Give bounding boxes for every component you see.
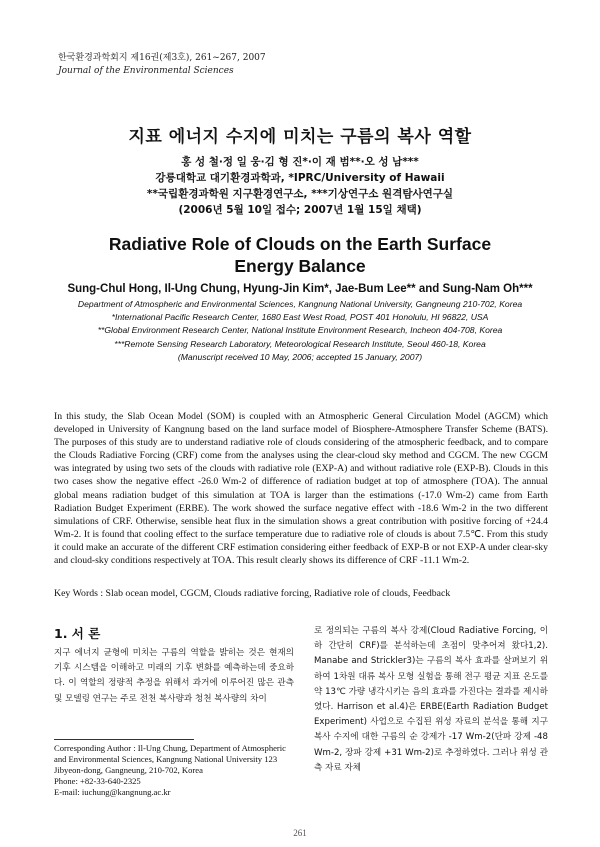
- english-title-line-2: Energy Balance: [234, 256, 366, 276]
- footnote-email: E-mail: iuchung@kangnung.ac.kr: [54, 787, 171, 797]
- footnote-divider: [54, 739, 194, 740]
- english-affiliations: [0, 298, 600, 364]
- affiliation-line: **Global Environment Research Center, National Institute Environment Research, Incheon 404-708, Korea: [97, 325, 503, 336]
- footnote-phone: Phone: +82-33-640-2325: [54, 776, 141, 786]
- korean-title: 지표 에너지 수지에 미치는 구름의 복사 역할: [128, 127, 472, 147]
- abstract-text: In this study, the Slab Ocean Model (SOM) is coupled with an Atmospheric General Circulation Model (AGCM) which developed in University of Kangnung based on the land surface model of Biosphere-Atmosphere Transfer Scheme (BATS). The purposes of this study are to understand radiative role of clouds considering of the atmospheric feedback, and to compare the Clouds Radiative Forcing (CRF) come from the analyses using the clear-cloud sky method and CGCM. The new CGCM was integrated by using two sets of the clouds with radiative role (EXP-A) and without radiative role (EXP-B). Clouds in this two cases show the negative effect -26.0 Wm-2 of difference of radiation budget at top of atmosphere (TOA). The annual global means radiation budget of this simulation at TOA is larger than the estimations (-17.0 Wm-2) came from Earth Radiation Budget Experiment (ERBE). The work showed the surface negative effect with -18.6 Wm-2 in the two different simulations of CRF. Otherwise, sensible heat flux in the simulation shows a great contribution with positive forcing of +24.4 Wm-2. It is found that cooling effect to the surface temperature due to radiative role of clouds is about 7.5℃. From this study it could make an accurate of the different CRF estimation considering either feedback of EXP-B or not EXP-A under clear-sky and cloud-sky conditions respectively at TOA. This result clearly shows its difference of CRF -11.1 Wm-2.: [54, 411, 548, 567]
- korean-author-names: 홍 성 철·정 일 웅·김 형 진*·이 재 범**·오 성 남***: [181, 156, 419, 168]
- section-heading: 1. 서 론: [54, 626, 101, 641]
- journal-name: Journal of the Environmental Sciences: [58, 66, 234, 76]
- manuscript-dates: (Manuscript received 10 May, 2006; accepted 15 January, 2007): [177, 351, 423, 362]
- affiliation-line: ***Remote Sensing Research Laboratory, Meteorological Research Institute, Seoul 460-18, Korea: [114, 338, 486, 349]
- journal-volume: 한국환경과학회지 제16권(제3호), 261~267, 2007: [58, 53, 266, 63]
- body-left-column: [54, 624, 294, 707]
- affiliation-line: *International Pacific Research Center, 1680 East West Road, POST 401 Honolulu, HI 96822, USA: [111, 312, 489, 323]
- journal-header: [58, 52, 266, 78]
- page-number: 261: [293, 828, 307, 838]
- korean-affiliation-1: 강릉대학교 대기환경과학과, *IPRC/University of Hawaii: [155, 172, 445, 184]
- english-title-line-1: Radiative Role of Clouds on the Earth Surface: [108, 234, 492, 254]
- corresponding-author-footnote: [54, 739, 294, 798]
- keywords: Key Words : Slab ocean model, CGCM, Clouds radiative forcing, Radiative role of clouds, Feedback: [54, 588, 451, 599]
- body-paragraph-right: 로 정의되는 구름의 복사 강제(Cloud Radiative Forcing, 이하 간단히 CRF)를 분석하는데 초점이 맞추어져 왔다1,2). Manabe and Strickler3)는 구름의 복사 효과를 살펴보기 위하여 1차원 대류 복사 모형 실험을 통해 전구 평균 지표 온도를 약 13℃ 가량 냉각시키는 음의 효과를 가진다는 결과를 제시하였다. Harrison et al.4)은 ERBE(Earth Radiation Budget Experiment) 사업으로 수집된 위성 자료의 분석을 통해 지구 복사 수지에 대한 구름의 순 강제가 -17 Wm-2(단파 강제 -48 Wm-2, 장파 강제 +31 Wm-2)로 추정하였다. 그러나 위성 관측 자료 자체: [314, 626, 548, 773]
- footnote-author: Corresponding Author : Il-Ung Chung, Department of Atmospheric and Environmental Sciences, Kangnung National University 123 Jibyeon-dong, Gangneung, 210-702, Korea: [54, 743, 286, 775]
- body-right-column: [314, 624, 548, 776]
- korean-dates: (2006년 5월 10일 접수; 2007년 1월 15일 채택): [178, 204, 422, 216]
- english-title: [0, 233, 600, 277]
- affiliation-line: Department of Atmospheric and Environmental Sciences, Kangnung National University, Gangneung 210-702, Korea: [77, 299, 523, 309]
- korean-authors-block: [0, 154, 600, 218]
- abstract: [54, 410, 548, 567]
- korean-affiliation-2: **국립환경과학원 지구환경연구소, ***기상연구소 원격탐사연구실: [146, 188, 454, 200]
- english-authors: Sung-Chul Hong, Il-Ung Chung, Hyung-Jin Kim*, Jae-Bum Lee** and Sung-Nam Oh***: [67, 283, 533, 295]
- body-paragraph-left: 지구 에너지 균형에 미치는 구름의 역할을 밝히는 것은 현재의 기후 시스템을 이해하고 미래의 기후 변화를 예측하는데 중요하다. 이 역할의 정량적 추정을 위해서 과거에 이루어진 많은 관측 및 모델링 연구는 주로 전천 복사량과 청천 복사량의 차이: [54, 648, 294, 704]
